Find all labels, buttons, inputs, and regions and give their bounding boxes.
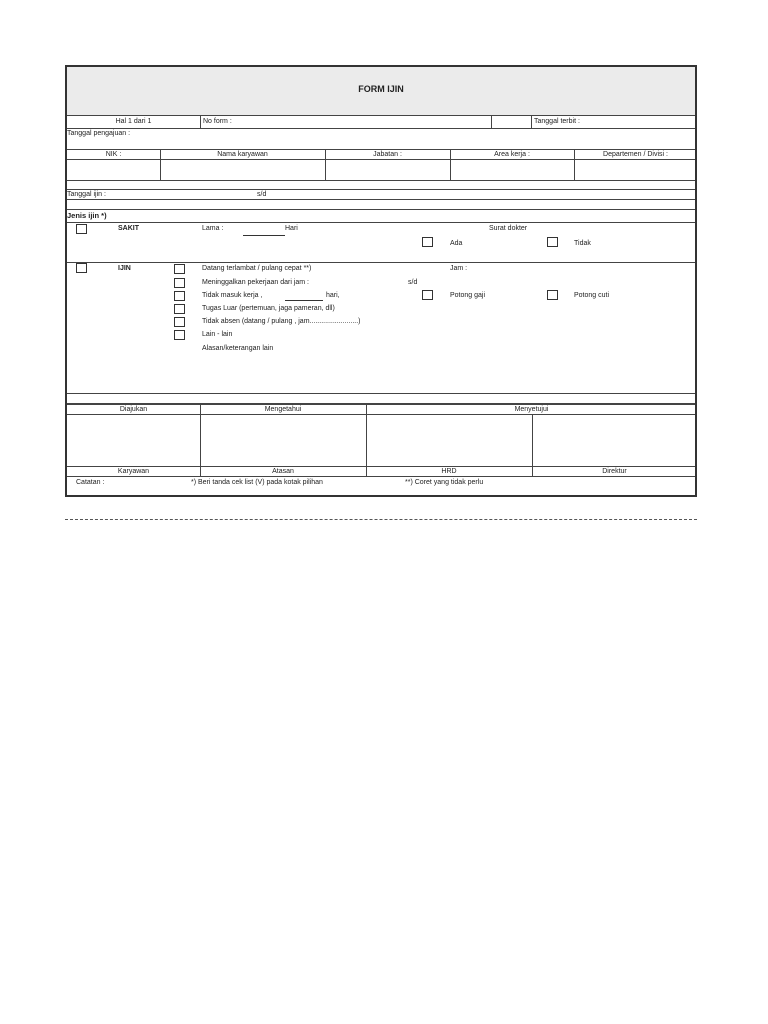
absent-checkbox[interactable] <box>174 291 185 301</box>
duration-label: Lama : <box>202 225 224 232</box>
doctor-note-yes-checkbox[interactable] <box>422 237 433 247</box>
supervisor-role: Atasan <box>272 468 294 475</box>
absent-days-unit: hari, <box>326 292 340 299</box>
field-duty-checkbox[interactable] <box>174 304 185 314</box>
divider <box>67 199 695 200</box>
leave-work-checkbox[interactable] <box>174 278 185 288</box>
work-area-field[interactable] <box>451 160 573 179</box>
employee-name-field[interactable] <box>161 160 324 179</box>
cut-line <box>65 519 697 520</box>
nik-header: NIK : <box>105 151 122 158</box>
other-label: Lain - lain <box>202 331 233 338</box>
divider <box>67 128 695 129</box>
no-clock-checkbox[interactable] <box>174 317 185 327</box>
permission-checkbox[interactable] <box>76 263 87 273</box>
director-signature-box[interactable] <box>533 415 697 465</box>
approved-by-heading: Menyetujui <box>514 406 549 413</box>
department-field[interactable] <box>575 160 697 179</box>
divider <box>67 262 695 263</box>
divider <box>67 476 695 477</box>
divider <box>67 180 695 181</box>
divider <box>531 115 532 128</box>
divider <box>67 209 695 210</box>
duration-field[interactable] <box>243 235 285 236</box>
late-early-checkbox[interactable] <box>174 264 185 274</box>
salary-deduction-checkbox[interactable] <box>422 290 433 300</box>
submitted-by-heading: Diajukan <box>119 406 148 413</box>
employee-name-header: Nama karyawan <box>217 151 268 158</box>
absent-label: Tidak masuk kerja , <box>202 292 263 299</box>
supervisor-signature-box[interactable] <box>201 415 365 465</box>
divider <box>67 222 695 223</box>
doctor-note-no-checkbox[interactable] <box>547 237 558 247</box>
doctor-note-label: Surat dokter <box>489 225 528 232</box>
leave-permission-form <box>65 65 697 497</box>
department-header: Departemen / Divisi : <box>603 151 668 158</box>
page-number: Hal 1 dari 1 <box>115 118 152 125</box>
work-area-header: Area kerja : <box>494 151 530 158</box>
divider <box>491 115 492 128</box>
employee-role: Karyawan <box>117 468 150 475</box>
reason-label: Alasan/keterangan lain <box>202 345 274 352</box>
divider <box>67 393 695 394</box>
hrd-signature-box[interactable] <box>367 415 531 465</box>
leave-deduction-checkbox[interactable] <box>547 290 558 300</box>
employee-signature-box[interactable] <box>68 415 199 465</box>
submission-date-label: Tanggal pengajuan : <box>67 130 131 137</box>
no-form-label: No form : <box>203 118 232 125</box>
position-field[interactable] <box>326 160 449 179</box>
leave-deduction-label: Potong cuti <box>574 292 610 299</box>
acknowledged-by-heading: Mengetahui <box>264 406 302 413</box>
director-role: Direktur <box>602 468 627 475</box>
absent-days-field[interactable] <box>285 300 323 301</box>
sick-label: SAKIT <box>118 225 139 232</box>
form-title-band <box>67 67 695 116</box>
doctor-note-yes-label: Ada <box>450 240 463 247</box>
issue-date-label: Tanggal terbit : <box>534 118 580 125</box>
leave-work-label: Meninggalkan pekerjaan dari jam : <box>202 279 310 286</box>
checkmark-note: *) Beri tanda cek list (V) pada kotak pilihan <box>191 479 323 486</box>
sick-checkbox[interactable] <box>76 224 87 234</box>
leave-date-until: s/d <box>257 191 267 198</box>
late-early-label: Datang terlambat / pulang cepat **) <box>202 265 312 272</box>
strike-note: **) Coret yang tidak perlu <box>405 479 484 486</box>
divider <box>200 115 201 128</box>
position-header: Jabatan : <box>373 151 402 158</box>
divider <box>67 189 695 190</box>
time-label: Jam : <box>450 265 468 272</box>
leave-type-heading: Jenis ijin *) <box>67 211 107 220</box>
leave-date-label: Tanggal ijin : <box>67 191 106 198</box>
form-title: FORM IJIN <box>358 84 404 94</box>
nik-field[interactable] <box>68 160 159 179</box>
reason-field[interactable] <box>202 354 692 390</box>
hrd-role: HRD <box>441 468 457 475</box>
no-clock-label: Tidak absen (datang / pulang , jam.........................) <box>202 318 361 325</box>
field-duty-label: Tugas Luar (pertemuan, jaga pameran, dll) <box>202 305 335 312</box>
other-checkbox[interactable] <box>174 330 185 340</box>
notes-label: Catatan : <box>76 479 105 486</box>
salary-deduction-label: Potong gaji <box>450 292 486 299</box>
doctor-note-no-label: Tidak <box>574 240 591 247</box>
leave-work-until: s/d <box>408 279 418 286</box>
permission-label: IJIN <box>118 265 131 272</box>
days-label: Hari <box>285 225 298 232</box>
